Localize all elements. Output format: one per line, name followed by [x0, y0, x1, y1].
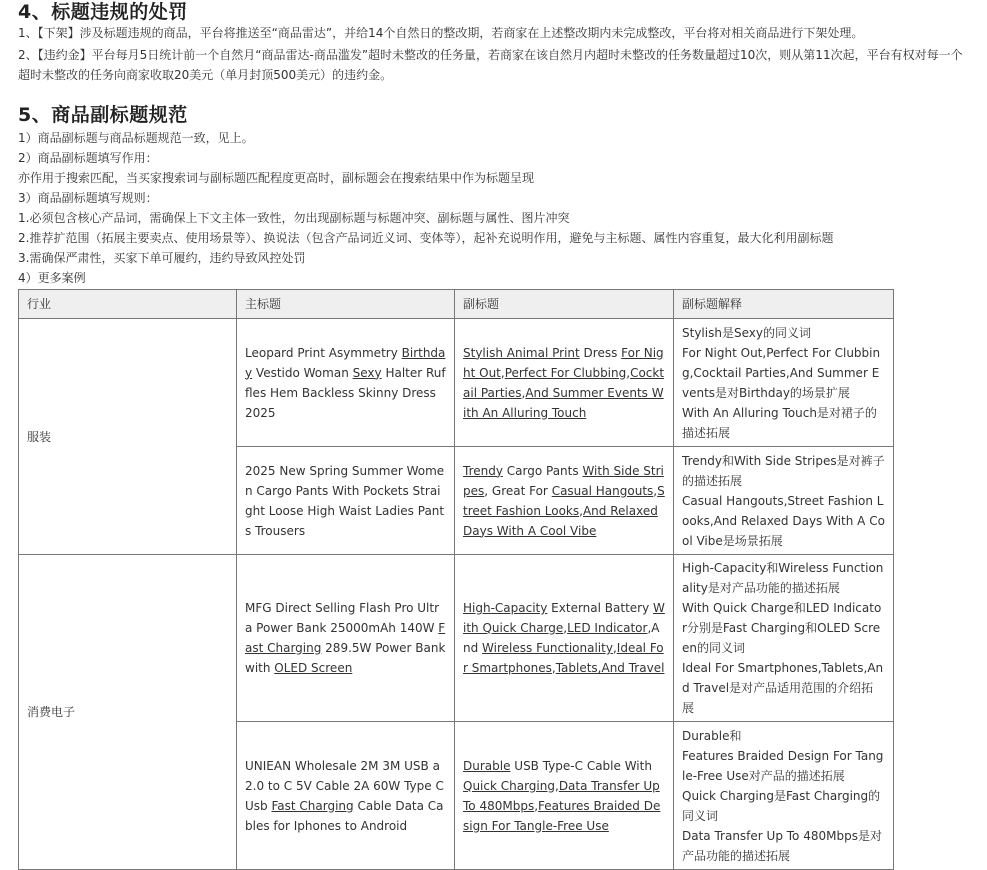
- keyword-underlined: Wireless Functionality: [482, 641, 613, 655]
- subtitle-cell: [455, 319, 674, 447]
- explanation-cell: [674, 447, 894, 555]
- text-segment: ,: [551, 661, 556, 675]
- explanation-line: Features Braided Design For Tangle-Free Use对产品的描述拓展: [682, 748, 884, 783]
- text-segment: Dress: [579, 345, 622, 360]
- text-segment: Cable Data Cables for Iphones to Android: [245, 798, 444, 833]
- keyword-underlined: Perfect For Clubbing: [504, 365, 627, 380]
- explanation-cell: [674, 722, 894, 870]
- text-segment: External Battery: [547, 601, 654, 615]
- text-segment: ,: [579, 503, 583, 518]
- text-segment: Leopard Print Asymmetry: [245, 345, 402, 360]
- table-row: [19, 555, 894, 722]
- explanation-line: Ideal For Smartphones,Tablets,And Travel是对产品适用范围的介绍拓展: [682, 661, 884, 715]
- section-5-line: 1.必须包含核心产品词，需确保上下文主体一致性，勿出现副标题与标题冲突、副标题与属性、图片冲突: [18, 211, 570, 225]
- explanation-line: Casual Hangouts,Street Fashion Looks,And Relaxed Days With A Cool Vibe是场景拓展: [682, 493, 885, 548]
- keyword-underlined: Quick Charging: [463, 778, 555, 793]
- text-segment: ,And: [463, 621, 660, 655]
- text-segment: Halter Ruffles Hem Backless Skinny Dress 2025: [245, 365, 446, 420]
- keyword-underlined: OLED Screen: [274, 661, 353, 675]
- keyword-underlined: LED Indicator: [567, 621, 648, 635]
- text-segment: Cargo Pants: [502, 463, 583, 478]
- keyword-underlined: Durable: [463, 758, 511, 773]
- text-segment: ,: [500, 365, 505, 380]
- table-row: [19, 319, 894, 447]
- explanation-line: High-Capacity和Wireless Functionality是对产品功能的描述拓展: [682, 561, 884, 595]
- section-5-line: 亦作用于搜索匹配，当买家搜索词与副标题匹配程度更高时，副标题会在搜索结果中作为标题呈现: [18, 171, 535, 185]
- section-5-line: 2）商品副标题填写作用：: [18, 151, 158, 165]
- text-segment: USB Type-C Cable With: [510, 758, 652, 773]
- header-industry: 行业: [19, 290, 237, 319]
- section-5-line: 3.需确保严肃性，买家下单可履约，违约导致风控处罚: [18, 251, 306, 265]
- text-segment: 2025 New Spring Summer Women Cargo Pants With Pockets Straight Loose High Waist Ladies Pants Trousers: [245, 463, 445, 538]
- keyword-underlined: Trendy: [463, 463, 503, 478]
- main-title-cell: [237, 555, 455, 722]
- keyword-underlined: Tablets,And Travel: [555, 661, 665, 675]
- header-subtitle: 副标题: [455, 290, 674, 319]
- section-5-line: 3）商品副标题填写规则：: [18, 191, 158, 205]
- section-4-title: 4、标题违规的处罚: [18, 1, 188, 23]
- keyword-underlined: Street Fashion Looks: [463, 483, 665, 518]
- industry-cell: 服装: [19, 319, 237, 555]
- keyword-underlined: Data Transfer Up To 480Mbps: [463, 778, 660, 813]
- keyword-underlined: Cocktail Parties: [463, 365, 665, 400]
- text-segment: Vestido Woman: [252, 365, 353, 380]
- explanation-line: For Night Out,Perfect For Clubbing,Cocktail Parties,And Summer Events是对Birthday的场景扩展: [682, 345, 881, 400]
- header-main-title: 主标题: [237, 290, 455, 319]
- section-5-title: 5、商品副标题规范: [18, 104, 188, 126]
- section-4-item-2-line-2: 超时未整改的任务向商家收取20美元（单月封顶500美元）的违约金。: [18, 68, 393, 82]
- explanation-line: Trendy和With Side Stripes是对裤子的描述拓展: [682, 453, 885, 488]
- subtitle-cell: [455, 555, 674, 722]
- text-segment: UNIEAN Wholesale 2M 3M USB a 2.0 to C 5V Cable 2A 60W Type C Usb: [245, 758, 444, 813]
- text-segment: ,: [563, 621, 568, 635]
- keyword-underlined: Fast Charging: [245, 621, 446, 655]
- explanation-line: Quick Charging是Fast Charging的同义词: [682, 788, 881, 823]
- section-4-item-2-line-1: 2、【违约金】平台每月5日统计前一个自然月“商品雷达-商品滥发”超时未整改的任务量，若商家在该自然月内超时未整改的任务数量超过10次，则从第11次起，平台有权对每一个: [18, 48, 963, 62]
- keyword-underlined: For Night Out: [463, 345, 664, 380]
- section-4-item-1: 1、【下架】涉及标题违规的商品，平台将推送至“商品雷达”，并给14个自然日的整改期，若商家在上述整改期内未完成整改，平台将对相关商品进行下架处理。: [18, 26, 864, 40]
- table-header-row: [19, 290, 894, 319]
- keyword-underlined: With Side Stripes: [463, 463, 664, 498]
- subtitle-cell: [455, 447, 674, 555]
- keyword-underlined: And Relaxed Days With A Cool Vibe: [463, 503, 658, 538]
- text-segment: , Great For: [484, 483, 552, 498]
- text-segment: ,: [521, 385, 526, 400]
- subtitle-cell: [455, 722, 674, 870]
- explanation-cell: [674, 319, 894, 447]
- text-segment: ,: [612, 641, 617, 655]
- main-title-cell: [237, 447, 455, 555]
- industry-cell: 消费电子: [19, 555, 237, 870]
- keyword-underlined: With Quick Charge: [463, 601, 665, 635]
- text-segment: ,: [554, 778, 559, 793]
- header-subtitle-explanation: 副标题解释: [674, 290, 894, 319]
- section-5-line: 2.推荐扩范围（拓展主要卖点、使用场景等）、换说法（包含产品词近义词、变体等），起补充说明作用，避免与主标题、属性内容重复，最大化利用副标题: [18, 231, 834, 245]
- keyword-underlined: Casual Hangouts: [551, 483, 654, 498]
- keyword-underlined: High-Capacity: [463, 601, 548, 615]
- text-segment: 289.5W Power Bank with: [245, 641, 446, 675]
- explanation-line: Data Transfer Up To 480Mbps是对产品功能的描述拓展: [682, 828, 882, 863]
- keyword-underlined: Ideal For Smartphones: [463, 641, 664, 675]
- keyword-underlined: Features Braided Design For Tangle-Free Use: [463, 798, 661, 833]
- explanation-line: Durable和: [682, 728, 742, 743]
- keyword-underlined: Sexy: [352, 365, 382, 380]
- section-5-line: 4）更多案例: [18, 271, 86, 285]
- section-5-line: 1）商品副标题与商品标题规范一致，见上。: [18, 131, 254, 145]
- explanation-line: Stylish是Sexy的同义词: [682, 325, 811, 340]
- keyword-underlined: Birthday: [245, 345, 446, 380]
- keyword-underlined: Fast Charging: [271, 798, 354, 813]
- explanation-cell: [674, 555, 894, 722]
- main-title-cell: [237, 319, 455, 447]
- text-segment: ,: [534, 798, 539, 813]
- main-title-cell: [237, 722, 455, 870]
- keyword-underlined: And Summer Events With An Alluring Touch: [463, 385, 664, 420]
- explanation-line: With An Alluring Touch是对裙子的描述拓展: [682, 405, 877, 440]
- explanation-line: With Quick Charge和LED Indicator分别是Fast Charging和OLED Screen的同义词: [682, 601, 882, 655]
- text-segment: ,: [626, 365, 631, 380]
- text-segment: MFG Direct Selling Flash Pro Ultra Power Bank 25000mAh 140W: [245, 601, 440, 635]
- case-table: [18, 289, 894, 870]
- keyword-underlined: Stylish Animal Print: [463, 345, 580, 360]
- text-segment: ,: [653, 483, 658, 498]
